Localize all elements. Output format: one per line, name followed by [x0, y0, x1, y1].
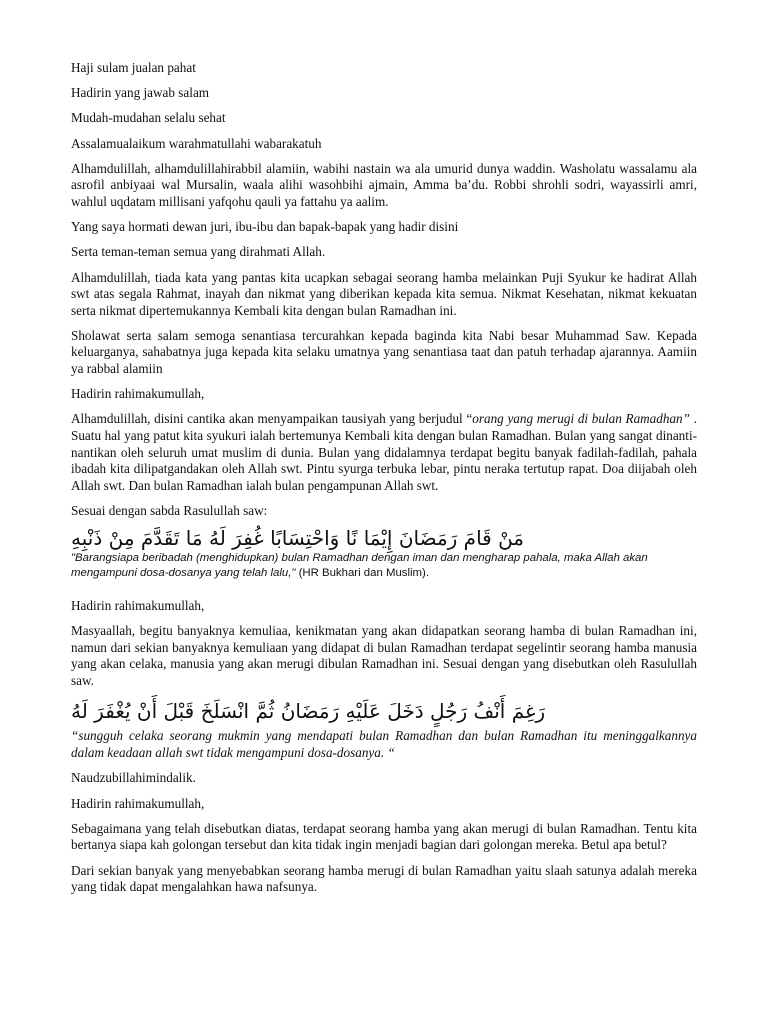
paragraph-sebagaimana: Sebagaimana yang telah disebutkan diatas, terdapat seorang hamba yang akan merugi di bulan Ramadhan. Tentu kita bertanya siapa kah golongan tersebut dan kita tidak ingin menjadi bagian dari golongan mereka. Betul apa betul? — [71, 820, 697, 853]
greeting-2: Hadirin rahimakumullah, — [71, 598, 205, 613]
hadith-1-source: (HR Bukhari dan Muslim). — [295, 566, 429, 579]
opening-line-3: Mudah-mudahan selalu sehat — [71, 110, 226, 126]
paragraph-teman: Serta teman-teman semua yang dirahmati Allah. — [71, 244, 326, 260]
hadith-1-note — [71, 551, 697, 580]
salam-line: Assalamualaikum warahmatullahi wabarakatuh — [71, 135, 322, 151]
hadith-2-translation: “sungguh celaka seorang mukmin yang mendapati bulan Ramadhan dan bulan Ramadhan itu meninggalkannya dalam keadaan allah swt tidak mengampuni dosa-dosanya. “ — [71, 728, 697, 760]
paragraph-alhamdulillah: Alhamdulillah, alhamdulillahirabbil alamiin, wabihi nastain wa ala umurid dunya waddin. Washolatu wassalamu ala asrofil anbiyaai wal Mursalin, waala alihi wasohbihi ajmain, Amma ba’du. Robbi shrohli sodri, wayassirli amri, wahlul uqdatam millisani yafqohu qauli ya fattahu ya aalim. — [71, 160, 697, 209]
paragraph-sabda: Sesuai dengan sabda Rasulullah saw: — [71, 503, 268, 518]
tausiyah-intro: Alhamdulillah, disini cantika akan menyampaikan tausiyah yang berjudul “ — [71, 411, 473, 427]
paragraph-masyaallah: Masyaallah, begitu banyaknya kemuliaa, kenikmatan yang akan didapatkan seorang hamba di bulan Ramadhan ini, namun dari sekian banyaknya kemuliaan yang didapat di bulan Ramadhan terdapat segelintir seorang hamba manusia yang akan celaka, manusia yang akan merugi dibulan Ramadhan ini. Sesuai dengan yang disebutkan oleh Rasulullah saw. — [71, 623, 697, 688]
paragraph-naudzu: Naudzubillahimindalik. — [71, 770, 196, 786]
tausiyah-body: . Suatu hal yang patut kita syukuri ialah bertemunya Kembali kita dengan bulan Ramadhan. Bulan yang sangat dinanti-nantikan oleh seluruh umat muslim di dunia. Bulan yang didalamnya terdapat begitu banyak fadilah-fadilah, pahala ibadah kita dilipatgandakan oleh Allah swt. Pintu syurga terbuka lebar, pintu neraka tertutup rapat. Doa diijabah oleh Allah swt. Dan bulan Ramadhan ialah bulan pengampunan Allah swt. — [71, 411, 697, 493]
hadith-1-arabic: مَنْ قَامَ رَمَضَانَ إِيْمَا نًا وَاحْتِسَابًا غُفِرَ لَهُ مَا تَقَدَّمَ مِنْ ذَنْبِهِ — [71, 526, 525, 551]
hadith-1-translation: "Barangsiapa beribadah (menghidupkan) bulan Ramadhan dengan iman dan mengharap pahala, maka Allah akan mengampuni dosa-dosanya yang telah lalu," — [71, 552, 648, 579]
greeting-3: Hadirin rahimakumullah, — [71, 795, 205, 811]
paragraph-hormati: Yang saya hormati dewan juri, ibu-ibu dan bapak-bapak yang hadir disini — [71, 219, 459, 235]
paragraph-dari-sekian: Dari sekian banyak yang menyebabkan seorang hamba merugi di bulan Ramadhan yaitu slaah satunya adalah mereka yang tidak dapat mengalahkan hawa nafsunya. — [71, 862, 697, 895]
opening-line-2: Hadirin yang jawab salam — [71, 85, 210, 101]
paragraph-tausiyah — [71, 411, 697, 494]
greeting-1: Hadirin rahimakumullah, — [71, 386, 205, 402]
paragraph-sholawat: Sholawat serta salam semoga senantiasa tercurahkan kepada baginda kita Nabi besar Muhammad Saw. Kepada keluarganya, sahabatnya juga kepada kita selaku umatnya yang senantiasa taat dan patuh terhadap ajarannya. Aamiin ya rabbal alamiin — [71, 327, 697, 377]
hadith-2-arabic: رَغِمَ أَنْفُ رَجُلٍ دَخَلَ عَلَيْهِ رَمَضَانُ ثُمَّ انْسَلَخَ قَبْلَ أَنْ يُغْفَرَ لَهُ — [71, 699, 546, 724]
paragraph-syukur: Alhamdulillah, tiada kata yang pantas kita ucapkan sebagai seorang hamba melainkan Puji Syukur ke hadirat Allah swt atas segala Rahmat, inayah dan nikmat yang diberikan kepada kita semua. Nikmat Kesehatan, nikmat kekuatan serta nikmat dipertemukannya Kembali kita dengan bulan Ramadhan ini. — [71, 269, 697, 318]
tausiyah-title: orang yang merugi di bulan Ramadhan” — [472, 411, 690, 427]
opening-line-1: Haji sulam jualan pahat — [71, 60, 196, 75]
document-page — [71, 60, 697, 904]
